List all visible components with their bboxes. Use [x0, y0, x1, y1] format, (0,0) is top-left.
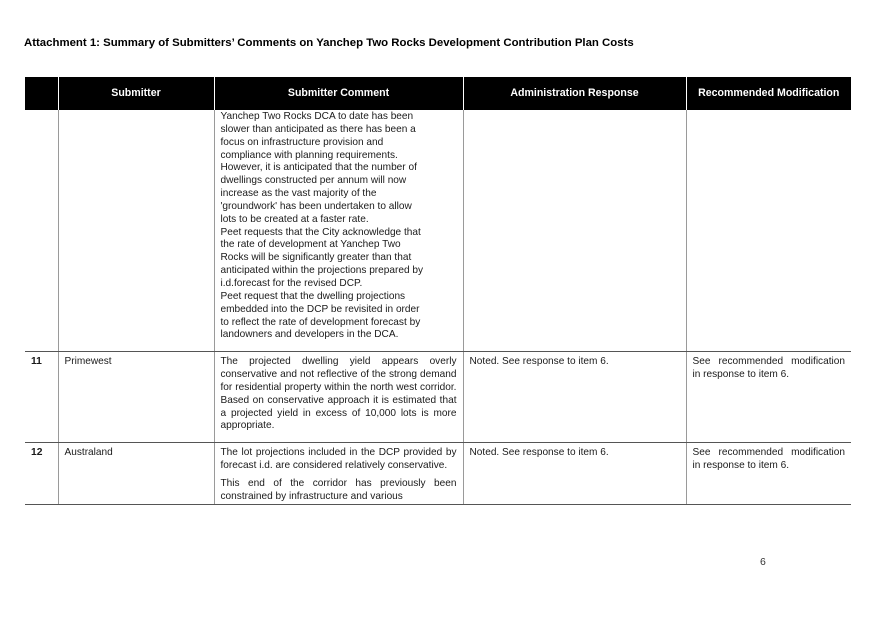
cell-administration-response	[463, 110, 686, 352]
comment-line: anticipated within the projections prepared by	[220, 265, 424, 277]
row-administration-response: Noted. See response to item 6.	[463, 443, 686, 504]
comment-paragraph: This end of the corridor has previously been constrained by infrastructure and various	[220, 477, 457, 502]
comment-paragraph: The lot projections included in the DCP provided by forecast i.d. are considered relatively conservative.	[220, 447, 457, 472]
continued-comment-lines	[221, 111, 453, 342]
header-number	[25, 77, 58, 110]
document-title: Attachment 1: Summary of Submitters’ Comments on Yanchep Two Rocks Development Contribution Plan Costs	[24, 37, 634, 49]
cell-submitter-comment	[214, 110, 463, 352]
header-administration-response: Administration Response	[463, 77, 686, 110]
comment-line: compliance with planning requirements.	[220, 149, 398, 161]
table-row-continuation	[25, 110, 851, 352]
table-row	[25, 443, 851, 504]
comment-line: dwellings constructed per annum will now	[220, 175, 407, 187]
page-number: 6	[760, 556, 766, 568]
header-recommended-modification: Recommended Modification	[686, 77, 851, 110]
row-recommended-modification: See recommended modification in response to item 6.	[686, 443, 851, 504]
comment-line: i.d.forecast for the revised DCP.	[220, 277, 363, 289]
comment-line: Peet request that the dwelling projections	[220, 290, 406, 302]
submissions-table	[25, 77, 851, 505]
comment-line: landowners and developers in the DCA.	[220, 329, 399, 341]
comment-line: slower than anticipated as there has been a	[220, 123, 416, 135]
cell-recommended-modification	[686, 110, 851, 352]
row-submitter: Australand	[58, 443, 214, 504]
comment-line: focus on infrastructure provision and	[220, 136, 384, 148]
cell-submitter	[58, 110, 214, 352]
comment-line: Rocks will be significantly greater than that	[220, 252, 412, 264]
comment-line: However, it is anticipated that the number of	[220, 162, 417, 174]
row-number: 11	[25, 352, 58, 443]
header-submitter: Submitter	[58, 77, 214, 110]
comment-line: lots to be created at a faster rate.	[220, 213, 369, 225]
header-submitter-comment: Submitter Comment	[214, 77, 463, 110]
row-submitter-comment	[214, 443, 463, 504]
cell-number	[25, 110, 58, 352]
row-administration-response: Noted. See response to item 6.	[463, 352, 686, 443]
comment-line: Peet requests that the City acknowledge that	[220, 226, 421, 238]
comment-line: 'groundwork' has been undertaken to allow	[220, 200, 412, 212]
comment-line: embedded into the DCP be revisited in order	[220, 303, 420, 315]
comment-line: to reflect the rate of development forecast by	[220, 316, 421, 328]
table-header-row	[25, 77, 851, 110]
row-recommended-modification: See recommended modification in response to item 6.	[686, 352, 851, 443]
row-number: 12	[25, 443, 58, 504]
table-row	[25, 352, 851, 443]
comment-line: increase as the vast majority of the	[220, 188, 377, 200]
comment-line: the rate of development at Yanchep Two	[220, 239, 401, 251]
comment-line: Yanchep Two Rocks DCA to date has been	[220, 111, 414, 122]
row-submitter-comment: The projected dwelling yield appears overly conservative and not reflective of the strong demand for residential property within the north west corridor. Based on conservative approach it is estimated that a projected yield in excess of 10,000 lots is more appropriate.	[214, 352, 463, 443]
row-submitter: Primewest	[58, 352, 214, 443]
